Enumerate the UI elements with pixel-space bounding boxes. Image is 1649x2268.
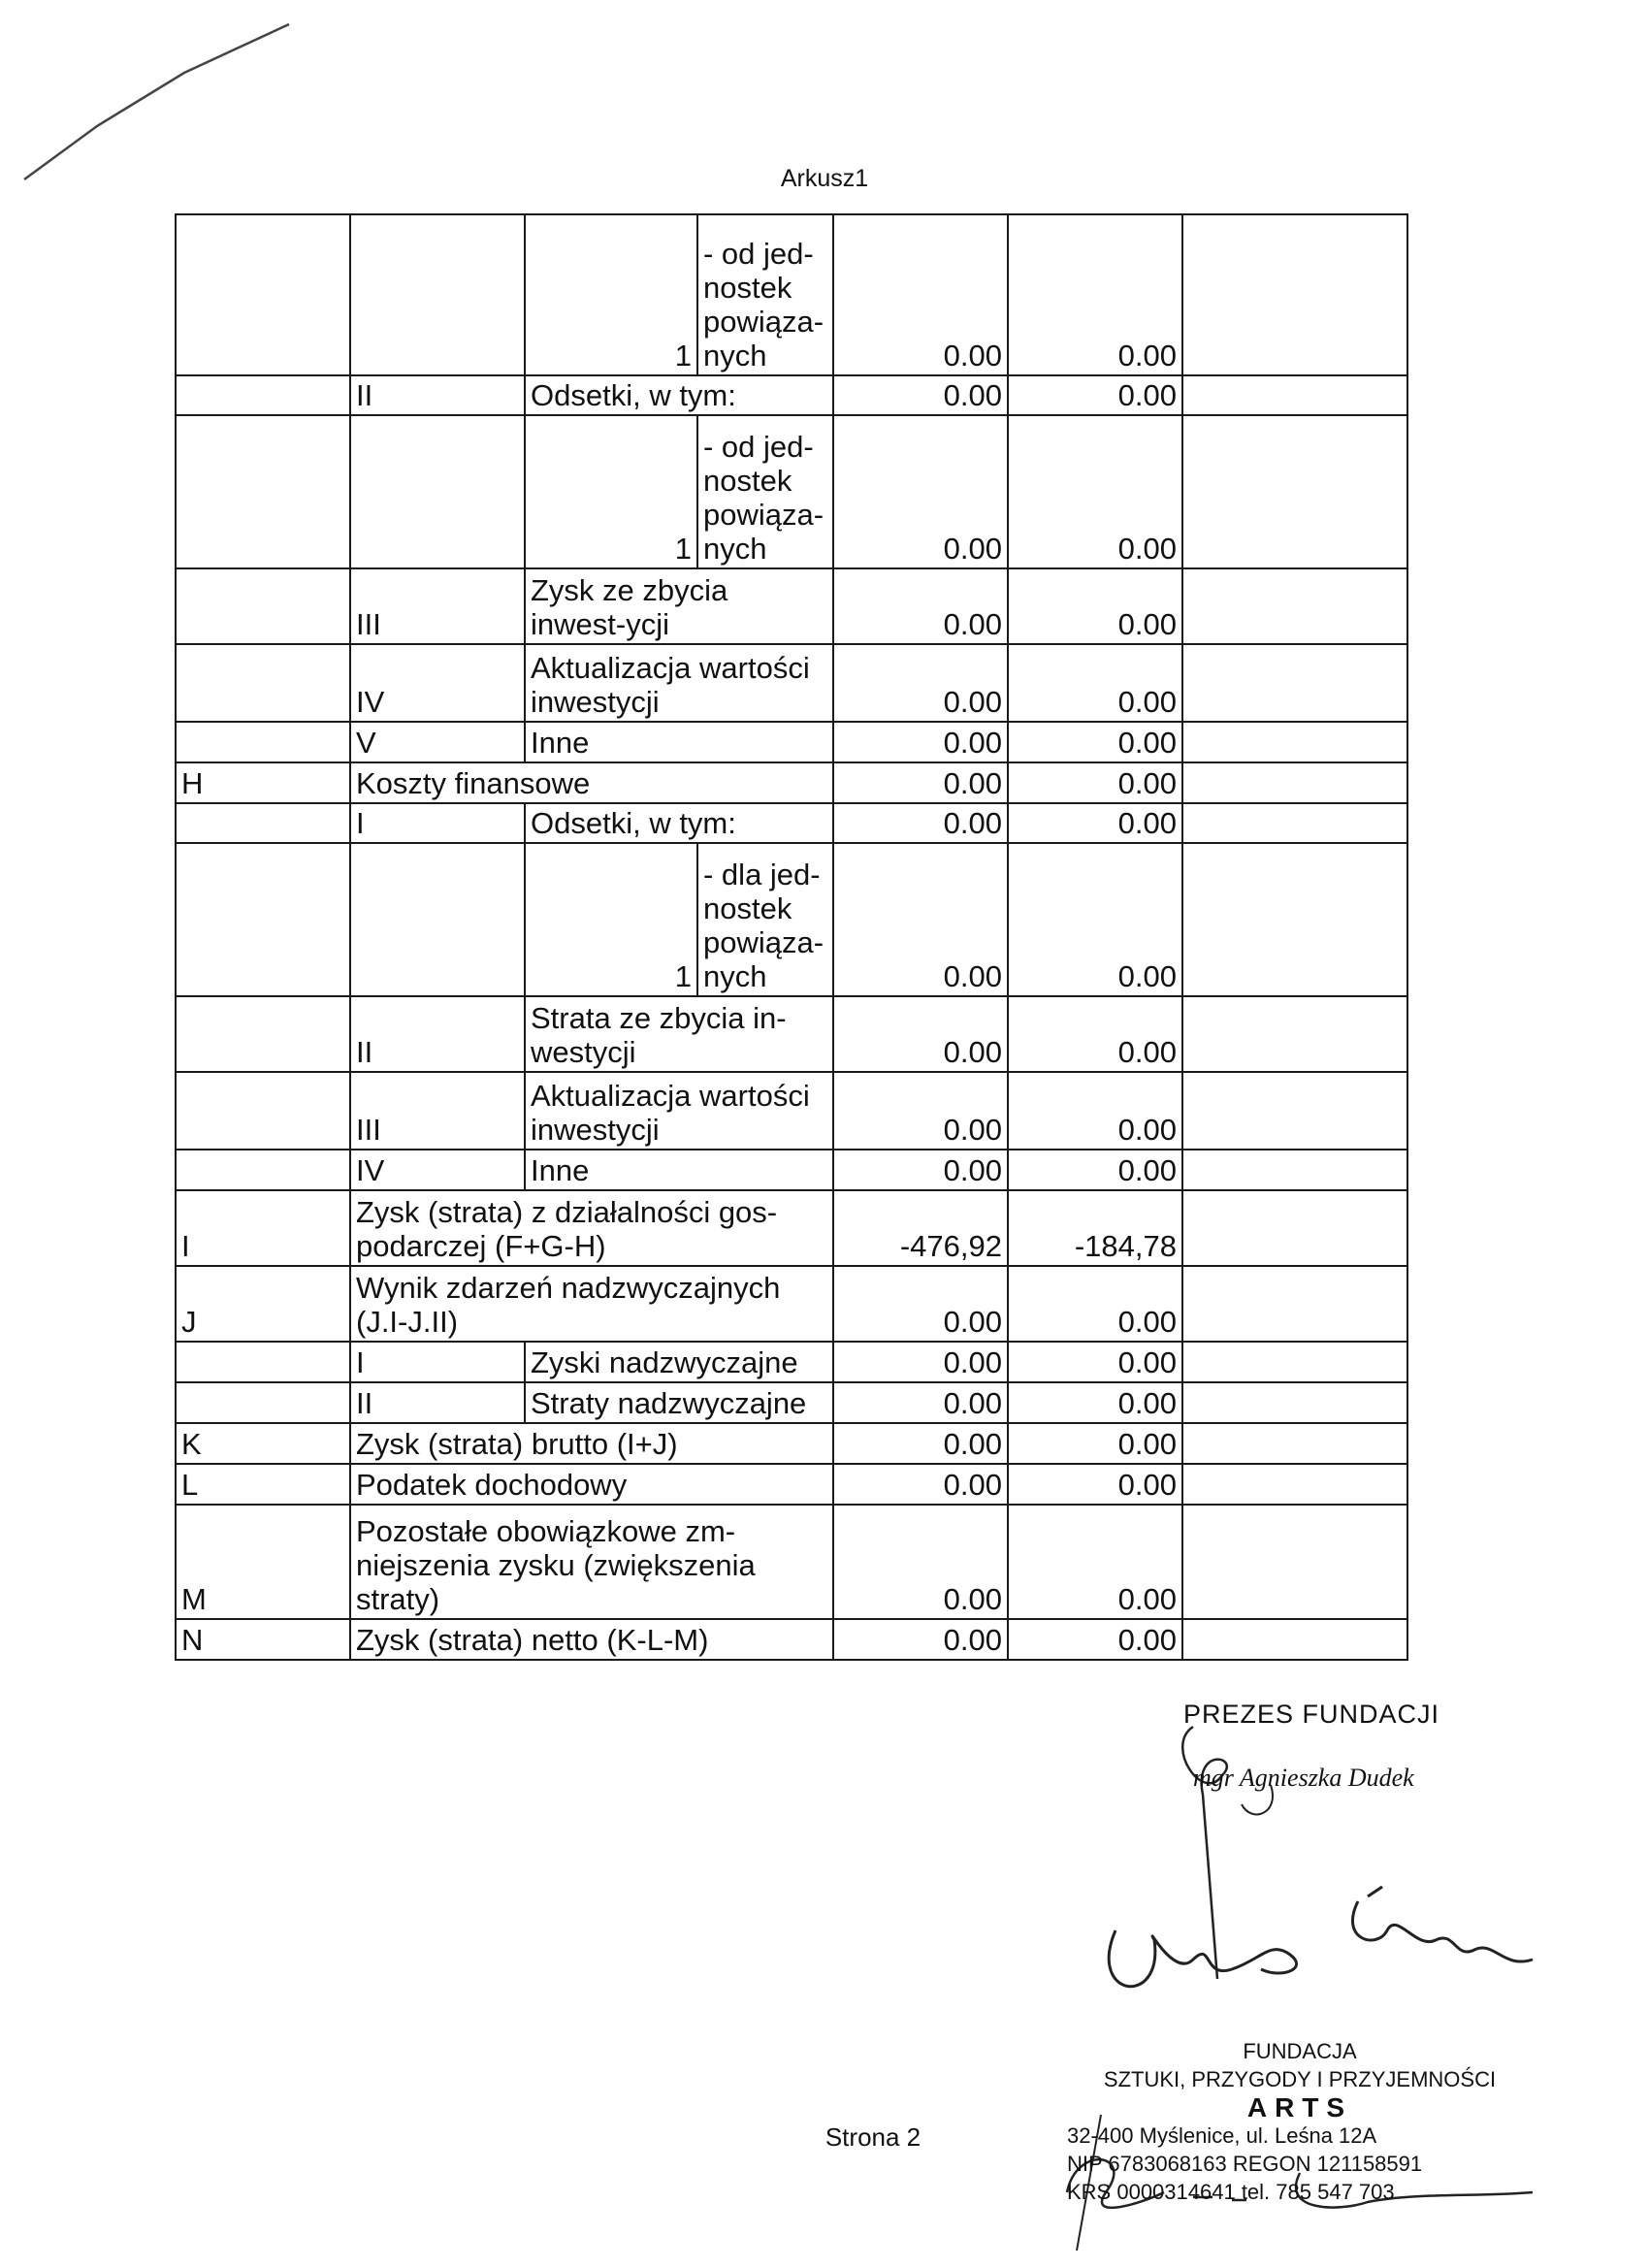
current-year-value-cell: 0.00 (833, 1464, 1008, 1505)
item-label-cell: Koszty finansowe (350, 762, 833, 803)
empty-cell (1182, 843, 1407, 996)
item-label-cell: Odsetki, w tym: (525, 375, 833, 415)
section-letter-cell: L (176, 1464, 350, 1505)
previous-year-value-cell: -184,78 (1008, 1190, 1182, 1266)
previous-year-value-cell: 0.00 (1008, 1150, 1182, 1190)
empty-cell (1182, 762, 1407, 803)
current-year-value-cell: 0.00 (833, 568, 1008, 644)
roman-number-cell: IV (350, 644, 525, 722)
item-label-cell: Inne (525, 1150, 833, 1190)
table-row (176, 1505, 1407, 1619)
roman-number-cell: I (350, 803, 525, 843)
section-letter-cell (176, 1382, 350, 1423)
page-number: Strona 2 (824, 2122, 922, 2152)
empty-cell (1182, 996, 1407, 1072)
empty-cell (1182, 1423, 1407, 1464)
section-letter-cell (176, 1072, 350, 1150)
table-row (176, 843, 1407, 996)
current-year-value-cell: 0.00 (833, 1382, 1008, 1423)
current-year-value-cell: 0.00 (833, 1266, 1008, 1342)
current-year-value-cell: 0.00 (833, 1423, 1008, 1464)
table-row (176, 644, 1407, 722)
stamp-org-line2: SZTUKI, PRZYGODY I PRZYJEMNOŚCI (1103, 2067, 1497, 2091)
previous-year-value-cell: 0.00 (1008, 1464, 1182, 1505)
section-letter-cell (176, 1150, 350, 1190)
roman-number-cell: II (350, 375, 525, 415)
item-label-cell: Podatek dochodowy (350, 1464, 833, 1505)
section-letter-cell: J (176, 1266, 350, 1342)
table-row (176, 722, 1407, 762)
section-letter-cell: N (176, 1619, 350, 1660)
empty-cell (1182, 568, 1407, 644)
item-label-cell: Zysk (strata) z działalności gos-podarczej (F+G-H) (350, 1190, 833, 1266)
table-row (176, 1266, 1407, 1342)
current-year-value-cell: 0.00 (833, 375, 1008, 415)
income-statement-table (175, 213, 1408, 1661)
empty-cell (1182, 1150, 1407, 1190)
item-label-cell: Aktualizacja wartości inwestycji (525, 644, 833, 722)
section-letter-cell: K (176, 1423, 350, 1464)
stamp-krs-tel: KRS 0000314641 tel. 785 547 703 (1067, 2180, 1395, 2204)
roman-number-cell: IV (350, 1150, 525, 1190)
table-row (176, 415, 1407, 568)
table-row (176, 214, 1407, 375)
previous-year-value-cell: 0.00 (1008, 762, 1182, 803)
sub-index-cell: 1 (525, 415, 697, 568)
roman-number-cell (350, 843, 525, 996)
previous-year-value-cell: 0.00 (1008, 843, 1182, 996)
table-row (176, 803, 1407, 843)
table-row (176, 1382, 1407, 1423)
roman-number-cell: II (350, 1382, 525, 1423)
current-year-value-cell: 0.00 (833, 803, 1008, 843)
stamp-address: 32-400 Myślenice, ul. Leśna 12A (1067, 2123, 1377, 2148)
section-letter-cell (176, 722, 350, 762)
previous-year-value-cell: 0.00 (1008, 722, 1182, 762)
previous-year-value-cell: 0.00 (1008, 644, 1182, 722)
empty-cell (1182, 1382, 1407, 1423)
empty-cell (1182, 1072, 1407, 1150)
current-year-value-cell: -476,92 (833, 1190, 1008, 1266)
previous-year-value-cell: 0.00 (1008, 1619, 1182, 1660)
empty-cell (1182, 1190, 1407, 1266)
current-year-value-cell: 0.00 (833, 996, 1008, 1072)
empty-cell (1182, 214, 1407, 375)
signature-stamp-area (1048, 1688, 1552, 2251)
current-year-value-cell: 0.00 (833, 1342, 1008, 1382)
table-row (176, 1423, 1407, 1464)
item-label-cell: Pozostałe obowiązkowe zm-niejszenia zysku (zwiększenia straty) (350, 1505, 833, 1619)
section-letter-cell (176, 214, 350, 375)
item-label-cell: Wynik zdarzeń nadzwyczajnych (J.I-J.II) (350, 1266, 833, 1342)
table-row (176, 996, 1407, 1072)
current-year-value-cell: 0.00 (833, 762, 1008, 803)
table-row (176, 762, 1407, 803)
section-letter-cell (176, 996, 350, 1072)
table-row (176, 1619, 1407, 1660)
table-row (176, 1464, 1407, 1505)
section-letter-cell: M (176, 1505, 350, 1619)
item-label-cell: Zyski nadzwyczajne (525, 1342, 833, 1382)
empty-cell (1182, 722, 1407, 762)
stamp-title: PREZES FUNDACJI (1183, 1700, 1440, 1729)
sub-item-label-cell: - od jed-nostek powiąza-nych (697, 415, 833, 568)
empty-cell (1182, 375, 1407, 415)
previous-year-value-cell: 0.00 (1008, 214, 1182, 375)
section-letter-cell (176, 843, 350, 996)
empty-cell (1182, 803, 1407, 843)
item-label-cell: Zysk ze zbycia inwest-ycji (525, 568, 833, 644)
section-letter-cell (176, 644, 350, 722)
previous-year-value-cell: 0.00 (1008, 1505, 1182, 1619)
previous-year-value-cell: 0.00 (1008, 996, 1182, 1072)
stamp-org-line1: FUNDACJA (1243, 2039, 1357, 2063)
current-year-value-cell: 0.00 (833, 843, 1008, 996)
empty-cell (1182, 1619, 1407, 1660)
section-letter-cell (176, 568, 350, 644)
empty-cell (1182, 1266, 1407, 1342)
current-year-value-cell: 0.00 (833, 214, 1008, 375)
roman-number-cell: V (350, 722, 525, 762)
sheet-title: Arkusz1 (780, 165, 869, 192)
empty-cell (1182, 1342, 1407, 1382)
item-label-cell: Zysk (strata) netto (K-L-M) (350, 1619, 833, 1660)
empty-cell (1182, 415, 1407, 568)
table-row (176, 1342, 1407, 1382)
section-letter-cell (176, 803, 350, 843)
empty-cell (1182, 644, 1407, 722)
roman-number-cell: II (350, 996, 525, 1072)
current-year-value-cell: 0.00 (833, 722, 1008, 762)
roman-number-cell: III (350, 1072, 525, 1150)
organization-stamp (1067, 2037, 1533, 2206)
roman-number-cell (350, 415, 525, 568)
current-year-value-cell: 0.00 (833, 1619, 1008, 1660)
item-label-cell: Odsetki, w tym: (525, 803, 833, 843)
stamp-org-line3: ARTS (1246, 2092, 1353, 2122)
stamp-nip-regon: NIP 6783068163 REGON 121158591 (1067, 2152, 1423, 2176)
current-year-value-cell: 0.00 (833, 644, 1008, 722)
sub-index-cell: 1 (525, 214, 697, 375)
item-label-cell: Aktualizacja wartości inwestycji (525, 1072, 833, 1150)
table-row (176, 1190, 1407, 1266)
previous-year-value-cell: 0.00 (1008, 803, 1182, 843)
sub-item-label-cell: - od jed-nostek powiąza-nych (697, 214, 833, 375)
section-letter-cell (176, 375, 350, 415)
previous-year-value-cell: 0.00 (1008, 415, 1182, 568)
previous-year-value-cell: 0.00 (1008, 1072, 1182, 1150)
previous-year-value-cell: 0.00 (1008, 375, 1182, 415)
roman-number-cell: III (350, 568, 525, 644)
table-row (176, 568, 1407, 644)
item-label-cell: Strata ze zbycia in-westycji (525, 996, 833, 1072)
current-year-value-cell: 0.00 (833, 1505, 1008, 1619)
sub-item-label-cell: - dla jed-nostek powiąza-nych (697, 843, 833, 996)
previous-year-value-cell: 0.00 (1008, 1423, 1182, 1464)
table-row (176, 1150, 1407, 1190)
current-year-value-cell: 0.00 (833, 1150, 1008, 1190)
table-row (176, 375, 1407, 415)
roman-number-cell: I (350, 1342, 525, 1382)
current-year-value-cell: 0.00 (833, 415, 1008, 568)
section-letter-cell (176, 1342, 350, 1382)
section-letter-cell (176, 415, 350, 568)
previous-year-value-cell: 0.00 (1008, 568, 1182, 644)
item-label-cell: Zysk (strata) brutto (I+J) (350, 1423, 833, 1464)
previous-year-value-cell: 0.00 (1008, 1382, 1182, 1423)
previous-year-value-cell: 0.00 (1008, 1342, 1182, 1382)
item-label-cell: Straty nadzwyczajne (525, 1382, 833, 1423)
current-year-value-cell: 0.00 (833, 1072, 1008, 1150)
section-letter-cell: H (176, 762, 350, 803)
table-row (176, 1072, 1407, 1150)
sub-index-cell: 1 (525, 843, 697, 996)
stamp-name: mgr Agnieszka Dudek (1193, 1764, 1414, 1792)
empty-cell (1182, 1505, 1407, 1619)
previous-year-value-cell: 0.00 (1008, 1266, 1182, 1342)
section-letter-cell: I (176, 1190, 350, 1266)
empty-cell (1182, 1464, 1407, 1505)
item-label-cell: Inne (525, 722, 833, 762)
scan-fold-line (19, 19, 291, 184)
roman-number-cell (350, 214, 525, 375)
